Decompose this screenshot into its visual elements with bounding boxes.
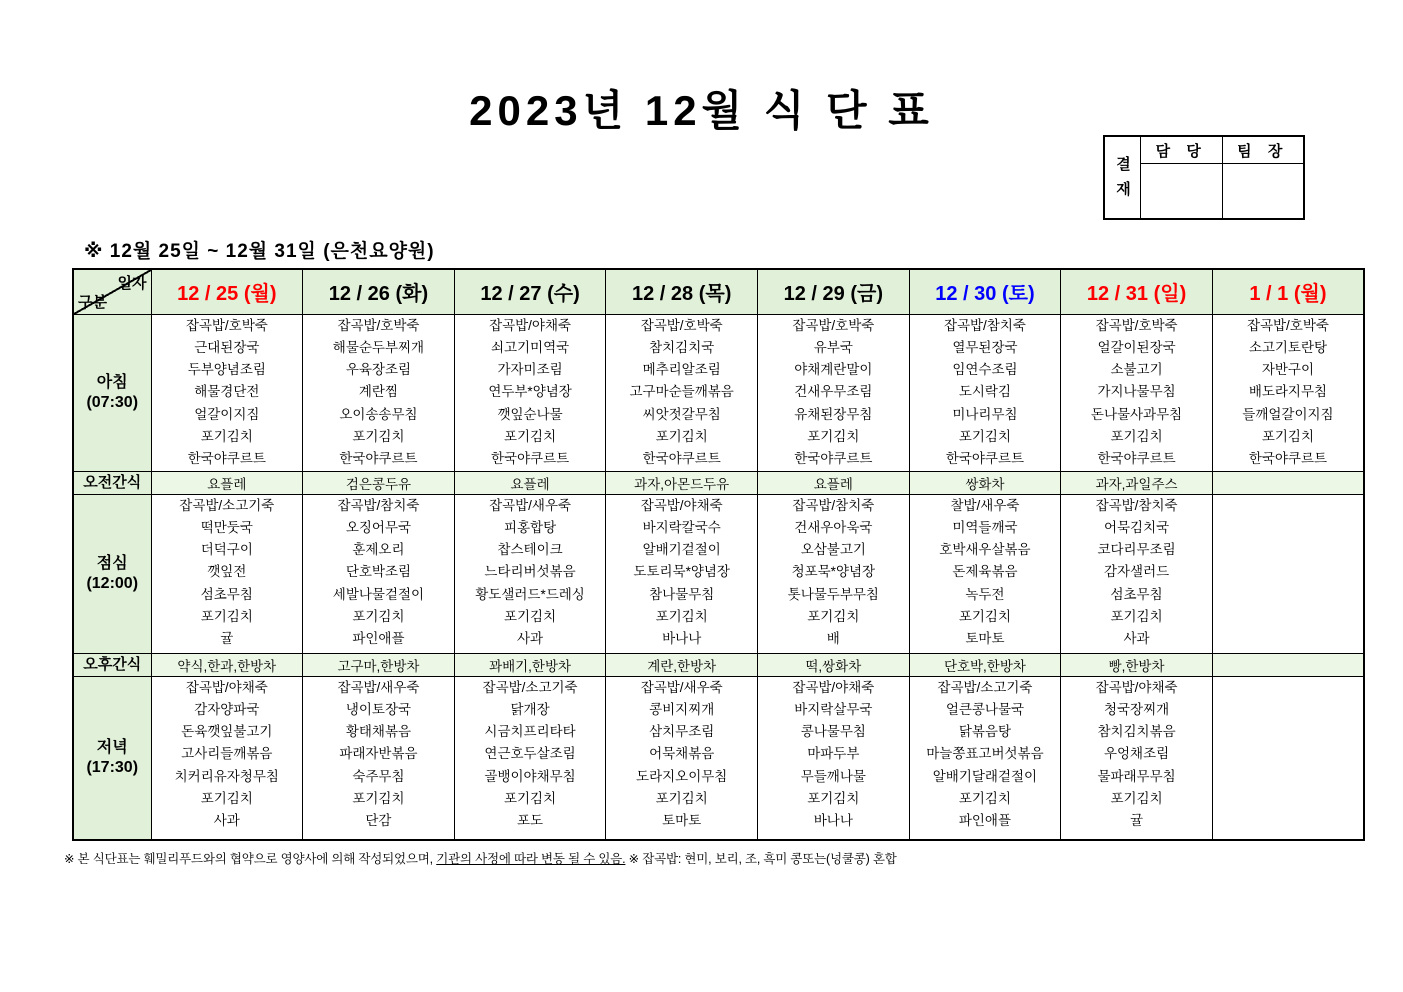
menu-item: 포기김치 — [352, 609, 405, 625]
pm-snack-cell-day-6: 빵,한방차 — [1061, 653, 1213, 676]
row-label-dinner — [73, 676, 151, 840]
pm-snack-cell-day-5: 단호박,한방차 — [909, 653, 1061, 676]
menu-item: 포기김치 — [1110, 609, 1163, 625]
menu-table-header — [73, 269, 1364, 314]
row-am-snack — [73, 471, 1364, 494]
menu-item: 파인애플 — [958, 813, 1012, 829]
menu-item: 황도샐러드*드레싱 — [475, 586, 585, 602]
am-snack-cell-day-4: 요플레 — [758, 471, 910, 494]
menu-item: 토마토 — [965, 631, 1005, 647]
menu-item: 무들깨나물 — [800, 768, 866, 784]
menu-item: 포기김치 — [807, 609, 860, 625]
am-snack-cell-day-1: 검은콩두유 — [303, 471, 455, 494]
menu-item: 미역들깨국 — [952, 519, 1018, 535]
menu-item: 자반구이 — [1261, 362, 1315, 378]
menu-item: 감자양파국 — [194, 701, 260, 717]
menu-item: 잡곡밥/새우죽 — [640, 679, 723, 695]
breakfast-cell-day-0 — [151, 314, 303, 471]
menu-item: 잡곡밥/야채죽 — [1095, 679, 1178, 695]
menu-item: 녹두전 — [965, 586, 1005, 602]
row-label-line: (12:00) — [86, 574, 139, 592]
dinner-cell-day-5 — [909, 676, 1061, 840]
am-snack-cell-day-6: 과자,과일주스 — [1061, 471, 1213, 494]
menu-item: 잡곡밥/참치죽 — [943, 317, 1026, 333]
week-range-subtitle: ※ 12월 25일 ~ 12월 31일 (은천요양원) — [84, 241, 435, 262]
pm-snack-cell-day-2: 꽈배기,한방차 — [454, 653, 606, 676]
menu-item: 마늘쫑표고버섯볶음 — [926, 746, 1044, 762]
menu-item: 한국야쿠르트 — [339, 451, 418, 467]
menu-item: 더덕구이 — [200, 542, 253, 558]
menu-item: 바나나 — [813, 813, 853, 829]
menu-item: 도토리묵*양념장 — [633, 564, 730, 580]
menu-item: 고구마순들깨볶음 — [629, 384, 734, 400]
lunch-cell-day-6 — [1061, 494, 1213, 653]
menu-item: 사과 — [517, 631, 544, 647]
menu-item: 골뱅이야채무침 — [484, 768, 576, 784]
menu-item: 한국야쿠르트 — [490, 451, 570, 467]
menu-item: 오이송송무침 — [339, 406, 418, 422]
menu-item: 오삼불고기 — [800, 542, 866, 558]
page-title: 2023년 12월 식 단 표 — [469, 87, 934, 134]
menu-item: 잡곡밥/소고기죽 — [937, 679, 1033, 695]
menu-item: 유부국 — [813, 339, 853, 355]
breakfast-cell-day-3 — [606, 314, 758, 471]
menu-item: 찹스테이크 — [497, 542, 563, 558]
menu-item: 우엉채조림 — [1103, 746, 1170, 762]
menu-item: 시금치프리타타 — [484, 724, 576, 740]
menu-item: 한국야쿠르트 — [642, 451, 721, 467]
menu-item: 잡곡밥/야채죽 — [640, 497, 723, 513]
row-label-am-snack — [73, 471, 151, 494]
menu-item: 참치김치국 — [649, 339, 715, 355]
menu-item: 포기김치 — [958, 609, 1012, 625]
column-header-day-2: 12 / 27 (수) — [454, 269, 606, 314]
menu-item: 코다리무조림 — [1097, 542, 1176, 558]
dinner-cell-day-7 — [1212, 676, 1364, 840]
menu-item: 숙주무침 — [352, 768, 405, 784]
menu-item: 씨앗젓갈무침 — [642, 406, 721, 422]
breakfast-cell-day-2 — [454, 314, 606, 471]
menu-item: 배 — [826, 631, 840, 647]
menu-item: 건새우아욱국 — [794, 519, 873, 535]
column-header-day-0: 12 / 25 (월) — [151, 269, 303, 314]
menu-item: 한국야쿠르트 — [794, 451, 873, 467]
menu-item: 톳나물두부무침 — [787, 586, 879, 602]
menu-item: 잡곡밥/호박죽 — [337, 317, 420, 333]
lunch-cell-day-5 — [909, 494, 1061, 653]
menu-item: 계란찜 — [358, 384, 398, 400]
menu-item: 유채된장무침 — [794, 406, 873, 422]
menu-item: 들깨얼갈이지짐 — [1242, 406, 1334, 422]
menu-item: 얼갈이지짐 — [194, 406, 260, 422]
menu-item: 어묵채볶음 — [649, 746, 715, 762]
am-snack-cell-day-2: 요플레 — [454, 471, 606, 494]
row-label-line: 아침 — [96, 373, 128, 391]
menu-item: 포기김치 — [655, 609, 708, 625]
footer-note-part2: ※ 잡곡밥: 현미, 보리, 조, 흑미 콩또는(넝쿨콩) 혼합 — [625, 852, 897, 866]
menu-item: 잡곡밥/소고기죽 — [179, 497, 275, 513]
menu-item: 포기김치 — [1261, 428, 1315, 444]
menu-item: 잡곡밥/새우죽 — [337, 679, 420, 695]
corner-label-date: 일자 — [117, 275, 147, 292]
column-header-day-4: 12 / 29 (금) — [758, 269, 910, 314]
menu-item: 두부양념조림 — [187, 362, 266, 378]
menu-item: 삼치무조림 — [649, 724, 715, 740]
menu-item: 한국야쿠르트 — [945, 451, 1025, 467]
lunch-cell-day-2 — [454, 494, 606, 653]
menu-item: 청포묵*양념장 — [791, 564, 876, 580]
menu-item: 깻잎전 — [207, 564, 247, 580]
menu-item: 잡곡밥/호박죽 — [1095, 317, 1178, 333]
menu-item: 포기김치 — [352, 428, 405, 444]
menu-item: 깻잎순나물 — [497, 406, 563, 422]
column-header-day-3: 12 / 28 (목) — [606, 269, 758, 314]
menu-item: 포기김치 — [807, 791, 860, 807]
menu-item: 피홍합탕 — [503, 519, 557, 535]
menu-item: 연두부*양념장 — [488, 384, 572, 400]
corner-cell — [73, 269, 151, 314]
menu-table — [72, 268, 1365, 841]
menu-item: 단감 — [365, 813, 392, 829]
menu-item: 포기김치 — [503, 609, 557, 625]
menu-item: 잡곡밥/호박죽 — [792, 317, 875, 333]
menu-item: 소고기토란탕 — [1248, 339, 1328, 355]
row-label-line: 저녁 — [96, 738, 128, 756]
pm-snack-cell-day-7 — [1212, 653, 1364, 676]
menu-item: 포기김치 — [1110, 791, 1163, 807]
column-header-day-7: 1 / 1 (월) — [1212, 269, 1364, 314]
menu-item: 잡곡밥/참치죽 — [792, 497, 875, 513]
menu-item: 잡곡밥/소고기죽 — [482, 679, 578, 695]
menu-item: 포기김치 — [200, 791, 253, 807]
row-lunch — [73, 494, 1364, 653]
menu-item: 소불고기 — [1110, 362, 1163, 378]
row-pm-snack — [73, 653, 1364, 676]
row-label-line: 오후간식 — [83, 655, 142, 673]
column-header-day-6: 12 / 31 (일) — [1061, 269, 1213, 314]
menu-item: 귤 — [1130, 813, 1144, 829]
menu-item: 연근호두살조림 — [484, 746, 576, 762]
menu-item: 잡곡밥/야채죽 — [185, 679, 268, 695]
menu-item: 마파두부 — [807, 746, 860, 762]
menu-item: 임연수조림 — [952, 362, 1018, 378]
menu-item: 야채계란말이 — [794, 362, 873, 378]
menu-item: 해물순두부찌개 — [332, 339, 425, 355]
pm-snack-cell-day-3: 계란,한방차 — [606, 653, 758, 676]
menu-item: 잡곡밥/야채죽 — [792, 679, 875, 695]
menu-item: 메추리알조림 — [642, 362, 721, 378]
menu-item: 바나나 — [662, 631, 702, 647]
menu-item: 잡곡밥/참치죽 — [337, 497, 420, 513]
menu-item: 고사리들깨볶음 — [181, 746, 273, 762]
menu-item: 얼갈이된장국 — [1097, 339, 1176, 355]
menu-item: 바지락살무국 — [794, 701, 873, 717]
breakfast-cell-day-5 — [909, 314, 1061, 471]
menu-item: 쇠고기미역국 — [490, 339, 570, 355]
menu-item: 열무된장국 — [952, 339, 1018, 355]
menu-item: 치커리유자청무침 — [174, 768, 279, 784]
menu-item: 포기김치 — [200, 609, 253, 625]
row-dinner — [73, 676, 1364, 840]
row-label-breakfast — [73, 314, 151, 471]
menu-item: 포기김치 — [200, 428, 253, 444]
menu-item: 사과 — [213, 813, 240, 829]
menu-item: 잡곡밥/호박죽 — [640, 317, 723, 333]
menu-item: 떡만둣국 — [200, 519, 253, 535]
menu-table-body — [73, 314, 1364, 840]
footer-note — [64, 849, 897, 867]
pm-snack-cell-day-4: 떡,쌍화차 — [758, 653, 910, 676]
menu-item: 돈나물사과무침 — [1090, 406, 1183, 422]
footer-note-underlined: 기관의 사정에 따라 변동 될 수 있음. — [436, 852, 626, 866]
breakfast-cell-day-1 — [303, 314, 455, 471]
menu-item: 참치김치볶음 — [1097, 724, 1176, 740]
menu-item: 포기김치 — [503, 428, 557, 444]
column-header-day-1: 12 / 26 (화) — [303, 269, 455, 314]
menu-item: 가지나물무침 — [1097, 384, 1176, 400]
am-snack-cell-day-0: 요플레 — [151, 471, 303, 494]
menu-item: 물파래무무침 — [1097, 768, 1176, 784]
breakfast-cell-day-4 — [758, 314, 910, 471]
row-label-line: 오전간식 — [83, 473, 142, 491]
menu-item: 사과 — [1123, 631, 1150, 647]
dinner-cell-day-1 — [303, 676, 455, 840]
row-label-line: (07:30) — [86, 393, 139, 411]
menu-item: 세발나물겉절이 — [332, 586, 425, 602]
menu-item: 포기김치 — [352, 791, 405, 807]
row-label-line: (17:30) — [86, 758, 139, 776]
menu-item: 도라지오이무침 — [636, 768, 728, 784]
approval-signature-cell-manager — [1141, 164, 1223, 218]
footer-note-part1: ※ 본 식단표는 훼밀리푸드와의 협약으로 영양사에 의해 작성되었으며, — [64, 852, 437, 866]
menu-item: 도시락김 — [958, 384, 1012, 400]
approval-sign-off-box — [1103, 135, 1305, 220]
menu-item: 닭볶음탕 — [958, 724, 1012, 740]
menu-item: 한국야쿠르트 — [1097, 451, 1176, 467]
menu-item: 우육장조림 — [345, 362, 412, 378]
am-snack-cell-day-7 — [1212, 471, 1364, 494]
menu-item: 한국야쿠르트 — [1248, 451, 1328, 467]
menu-item: 바지락칼국수 — [642, 519, 721, 535]
corner-label-category: 구분 — [78, 293, 107, 311]
row-label-lunch — [73, 494, 151, 653]
menu-item: 잡곡밥/참치죽 — [1095, 497, 1178, 513]
menu-item: 콩나물무침 — [800, 724, 866, 740]
menu-item: 얼큰콩나물국 — [945, 701, 1025, 717]
menu-item: 냉이토장국 — [345, 701, 412, 717]
menu-item: 잡곡밥/호박죽 — [1246, 317, 1329, 333]
menu-item: 섬초무침 — [1110, 586, 1163, 602]
lunch-cell-day-3 — [606, 494, 758, 653]
header-row — [73, 269, 1364, 314]
menu-item: 잡곡밥/야채죽 — [489, 317, 572, 333]
menu-item: 섬초무침 — [200, 586, 253, 602]
menu-item: 포기김치 — [503, 791, 557, 807]
menu-item: 어묵김치국 — [1103, 519, 1170, 535]
menu-item: 감자샐러드 — [1103, 564, 1170, 580]
approval-stamp-label: 결재 — [1105, 137, 1141, 218]
menu-item: 오징어무국 — [345, 519, 412, 535]
pm-snack-cell-day-0: 약식,한과,한방차 — [151, 653, 303, 676]
menu-item: 돈제육볶음 — [952, 564, 1018, 580]
menu-item: 귤 — [220, 631, 234, 647]
menu-item: 알배기겉절이 — [642, 542, 721, 558]
dinner-cell-day-3 — [606, 676, 758, 840]
menu-item: 가자미조림 — [497, 362, 563, 378]
pm-snack-cell-day-1: 고구마,한방차 — [303, 653, 455, 676]
approval-col-team-lead: 팀 장 — [1237, 142, 1289, 160]
menu-item: 해물경단전 — [194, 384, 260, 400]
am-snack-cell-day-3: 과자,아몬드두유 — [606, 471, 758, 494]
menu-item: 포기김치 — [655, 791, 708, 807]
menu-item: 닭개장 — [510, 701, 550, 717]
menu-item: 포기김치 — [958, 791, 1012, 807]
dinner-cell-day-4 — [758, 676, 910, 840]
menu-item: 참나물무침 — [649, 586, 715, 602]
menu-item: 콩비지찌개 — [649, 701, 715, 717]
dinner-cell-day-6 — [1061, 676, 1213, 840]
menu-item: 포기김치 — [807, 428, 860, 444]
menu-item: 토마토 — [662, 813, 702, 829]
menu-item: 배도라지무침 — [1248, 384, 1328, 400]
menu-item: 잡곡밥/새우죽 — [489, 497, 572, 513]
menu-item: 포기김치 — [1110, 428, 1163, 444]
menu-item: 훈제오리 — [352, 542, 405, 558]
menu-item: 파인애플 — [352, 631, 405, 647]
breakfast-cell-day-6 — [1061, 314, 1213, 471]
menu-item: 돈육깻잎불고기 — [181, 724, 273, 740]
approval-signature-cell-team-lead — [1223, 164, 1304, 218]
row-breakfast — [73, 314, 1364, 471]
breakfast-cell-day-7 — [1212, 314, 1364, 471]
menu-item: 알배기달래겉절이 — [932, 768, 1038, 784]
menu-item: 찰밥/새우죽 — [950, 497, 1020, 513]
menu-item: 한국야쿠르트 — [187, 451, 266, 467]
dinner-cell-day-0 — [151, 676, 303, 840]
approval-col-manager: 담 당 — [1141, 137, 1223, 163]
menu-item: 느타리버섯볶음 — [484, 564, 576, 580]
menu-item: 단호박조림 — [345, 564, 412, 580]
menu-item: 미나리무침 — [952, 406, 1018, 422]
menu-item: 호박새우살볶음 — [939, 542, 1031, 558]
menu-item: 포기김치 — [958, 428, 1012, 444]
menu-item: 황태채볶음 — [345, 724, 412, 740]
menu-item: 포기김치 — [655, 428, 708, 444]
menu-item: 포도 — [517, 813, 544, 829]
am-snack-cell-day-5: 쌍화차 — [909, 471, 1061, 494]
menu-item: 근대된장국 — [194, 339, 260, 355]
menu-item: 파래자반볶음 — [339, 746, 418, 762]
column-header-day-5: 12 / 30 (토) — [909, 269, 1061, 314]
menu-item: 잡곡밥/호박죽 — [185, 317, 268, 333]
menu-item: 건새우무조림 — [794, 384, 873, 400]
dinner-cell-day-2 — [454, 676, 606, 840]
row-label-line: 점심 — [96, 554, 128, 572]
lunch-cell-day-1 — [303, 494, 455, 653]
lunch-cell-day-0 — [151, 494, 303, 653]
lunch-cell-day-4 — [758, 494, 910, 653]
row-label-pm-snack — [73, 653, 151, 676]
lunch-cell-day-7 — [1212, 494, 1364, 653]
menu-item: 청국장찌개 — [1103, 701, 1170, 717]
menu-table-wrapper — [72, 268, 1365, 841]
